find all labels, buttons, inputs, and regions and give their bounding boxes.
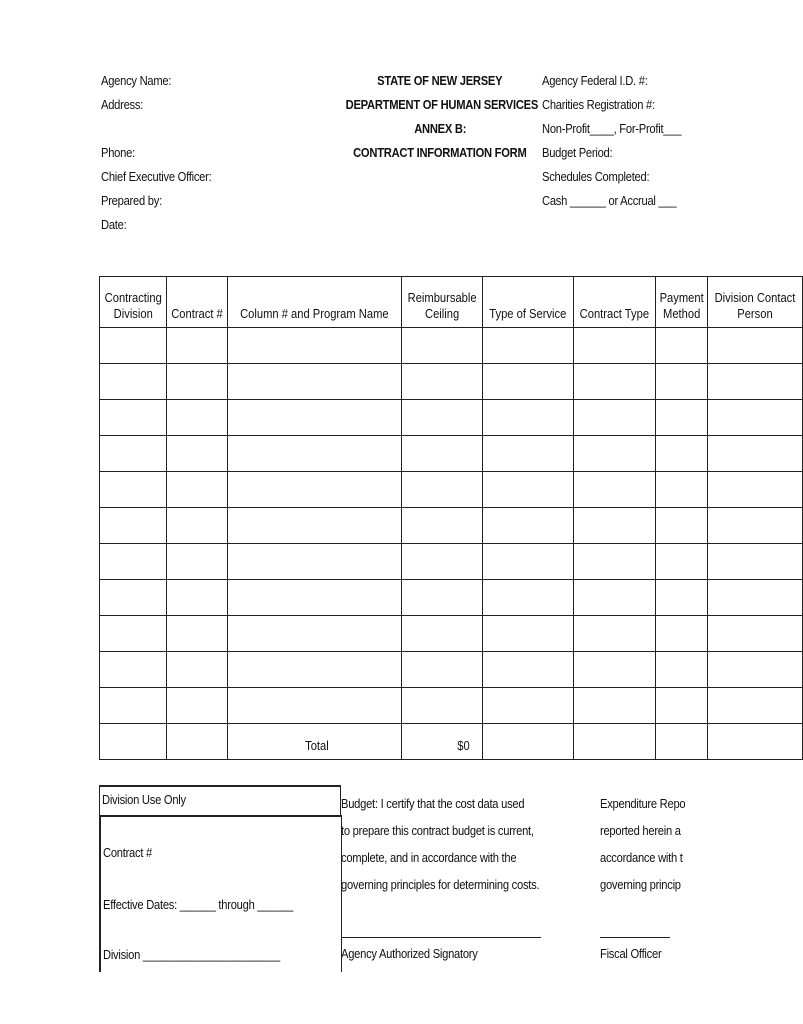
- division-field[interactable]: Division _______________________: [103, 947, 281, 962]
- division-use-header-box: [99, 785, 341, 816]
- expenditure-cert-line: accordance with t: [600, 850, 683, 865]
- table-row: [100, 508, 803, 544]
- col-header-payment: Payment Method: [655, 277, 707, 328]
- expenditure-cert-line: Expenditure Repo: [600, 796, 686, 811]
- fiscal-officer-signature-line[interactable]: [600, 937, 670, 938]
- department-title: DEPARTMENT OF HUMAN SERVICES: [345, 97, 539, 112]
- effective-dates-field[interactable]: Effective Dates: ______ through ______: [103, 897, 294, 912]
- total-row: [100, 724, 803, 760]
- table-header-row: [100, 277, 803, 328]
- form-title: CONTRACT INFORMATION FORM: [353, 145, 527, 160]
- state-title: STATE OF NEW JERSEY: [377, 73, 503, 88]
- address-label: Address:: [101, 97, 144, 112]
- col-header-ceiling: Reimbursable Ceiling: [402, 277, 483, 328]
- table-row: [100, 616, 803, 652]
- prepared-by-label: Prepared by:: [101, 193, 162, 208]
- col-header-program: Column # and Program Name: [228, 277, 402, 328]
- col-header-contract-type: Contract Type: [573, 277, 655, 328]
- col-header-contact: Division Contact Person: [708, 277, 803, 328]
- budget-period-label: Budget Period:: [542, 145, 613, 160]
- cash-accrual-field[interactable]: Cash ______ or Accrual ___: [542, 193, 677, 208]
- expenditure-cert-line: reported herein a: [600, 823, 681, 838]
- budget-cert-line: complete, and in accordance with the: [341, 850, 517, 865]
- form-title-block: [330, 69, 550, 165]
- table-row: [100, 544, 803, 580]
- total-value: $0: [402, 724, 483, 760]
- budget-cert-line: Budget: I certify that the cost data used: [341, 796, 525, 811]
- table-row: [100, 580, 803, 616]
- agency-signatory-label: Agency Authorized Signatory: [341, 946, 478, 961]
- federal-id-label: Agency Federal I.D. #:: [542, 73, 648, 88]
- schedules-label: Schedules Completed:: [542, 169, 650, 184]
- expenditure-certification: [600, 790, 686, 900]
- budget-cert-line: to prepare this contract budget is current,: [341, 823, 534, 838]
- table-row: [100, 400, 803, 436]
- table-row: [100, 364, 803, 400]
- col-header-service: Type of Service: [483, 277, 574, 328]
- table-row: [100, 328, 803, 364]
- division-use-box: [99, 815, 342, 972]
- division-contract-field[interactable]: Contract #: [103, 845, 153, 860]
- contract-table: [99, 276, 803, 760]
- table-row: [100, 472, 803, 508]
- date-label: Date:: [101, 217, 127, 232]
- profit-status-field[interactable]: Non-Profit____, For-Profit___: [542, 121, 682, 136]
- expenditure-cert-line: governing princip: [600, 877, 681, 892]
- table-row: [100, 688, 803, 724]
- total-label: Total: [228, 724, 402, 760]
- budget-certification: [341, 790, 539, 898]
- annex-title: ANNEX B:: [414, 121, 466, 136]
- agency-signature-line[interactable]: [341, 937, 541, 938]
- budget-cert-line: governing principles for determining costs.: [341, 877, 540, 892]
- agency-name-label: Agency Name:: [101, 73, 172, 88]
- ceo-label: Chief Executive Officer:: [101, 169, 212, 184]
- col-header-contract: Contract #: [167, 277, 228, 328]
- table-row: [100, 436, 803, 472]
- fiscal-officer-label: Fiscal Officer: [600, 946, 662, 961]
- division-use-title: Division Use Only: [102, 792, 186, 807]
- agency-info-labels: [101, 69, 211, 237]
- phone-label: Phone:: [101, 145, 135, 160]
- table-row: [100, 652, 803, 688]
- col-header-division: Contracting Division: [100, 277, 167, 328]
- agency-registration-labels: [542, 69, 681, 213]
- charities-label: Charities Registration #:: [542, 97, 655, 112]
